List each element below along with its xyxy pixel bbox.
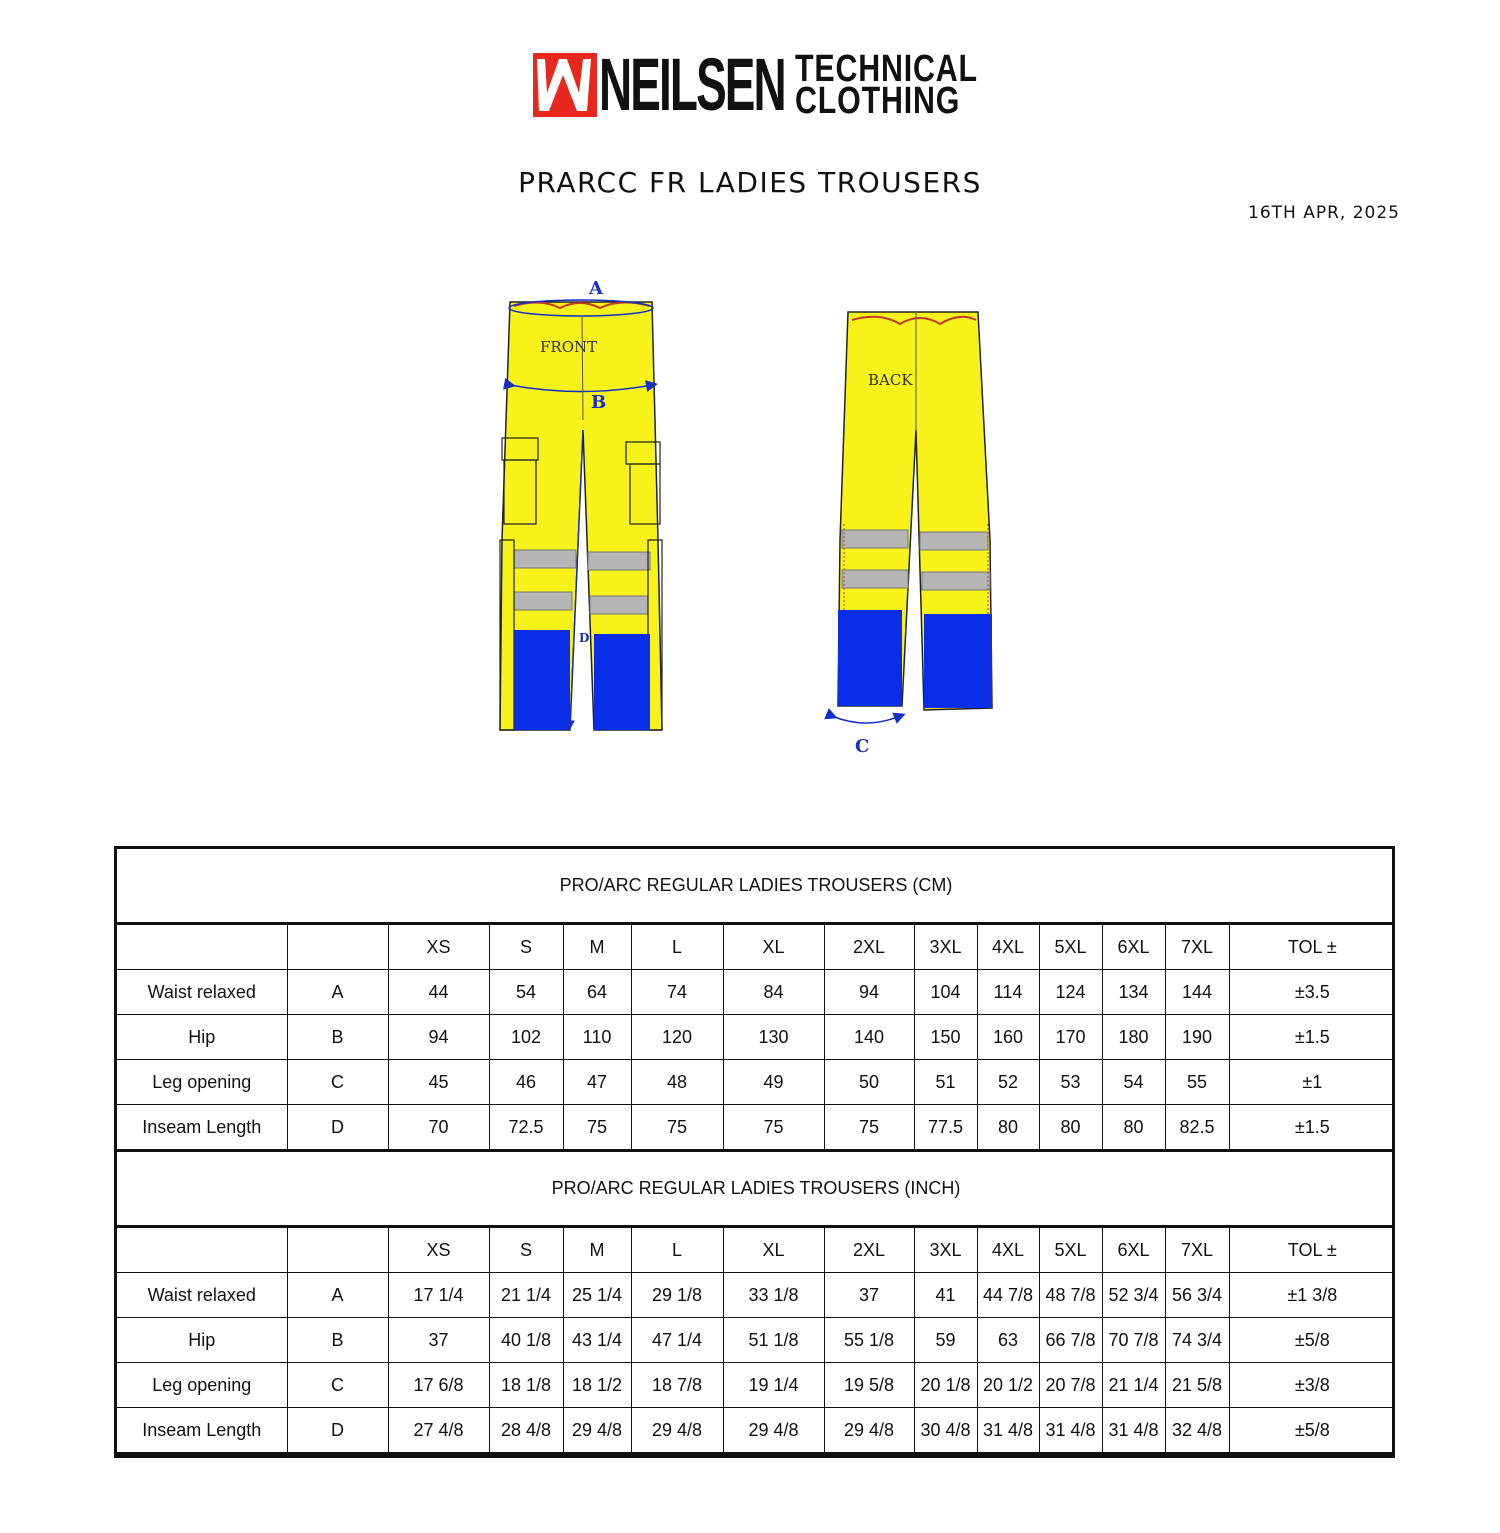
measurement-value: 150 [914, 1015, 977, 1060]
measurement-label: Hip [117, 1318, 287, 1363]
measurement-value: 25 1/4 [563, 1273, 631, 1318]
size-header: 3XL [914, 924, 977, 970]
measurement-value: 144 [1165, 970, 1229, 1015]
measurement-value: 74 3/4 [1165, 1318, 1229, 1363]
measurement-value: 180 [1102, 1015, 1165, 1060]
brand-logo [533, 43, 1015, 126]
measurement-value: 77.5 [914, 1105, 977, 1151]
table-row [117, 1363, 1395, 1408]
measurement-value: 55 1/8 [824, 1318, 914, 1363]
measurement-value: 104 [914, 970, 977, 1015]
measurement-value: 51 1/8 [723, 1318, 824, 1363]
measurement-value: 18 1/2 [563, 1363, 631, 1408]
measurement-code: C [287, 1060, 388, 1105]
table-title-row [117, 1151, 1395, 1227]
measurement-value: 82.5 [1165, 1105, 1229, 1151]
front-label: FRONT [540, 338, 598, 356]
measurement-value: 46 [489, 1060, 563, 1105]
marker-a: A [589, 278, 603, 299]
measurement-value: 41 [914, 1273, 977, 1318]
size-header: 7XL [1165, 1227, 1229, 1273]
header-blank-measure [117, 1227, 287, 1273]
tolerance-value: ±1.5 [1229, 1105, 1395, 1151]
measurement-code: B [287, 1015, 388, 1060]
measurement-value: 21 1/4 [1102, 1363, 1165, 1408]
brand-subtitle [795, 48, 1015, 122]
size-header: 2XL [824, 924, 914, 970]
measurement-value: 120 [631, 1015, 723, 1060]
size-header: L [631, 924, 723, 970]
measurement-code: B [287, 1318, 388, 1363]
measurement-value: 33 1/8 [723, 1273, 824, 1318]
measurement-value: 43 1/4 [563, 1318, 631, 1363]
measurement-value: 37 [824, 1273, 914, 1318]
measurement-value: 48 7/8 [1039, 1273, 1102, 1318]
measurement-label: Inseam Length [117, 1408, 287, 1454]
measurement-value: 29 4/8 [723, 1408, 824, 1454]
measurement-value: 19 1/4 [723, 1363, 824, 1408]
size-header: S [489, 924, 563, 970]
measurement-value: 64 [563, 970, 631, 1015]
measurement-value: 75 [824, 1105, 914, 1151]
size-header: XS [388, 1227, 489, 1273]
table-row [117, 1408, 1395, 1454]
measurement-value: 124 [1039, 970, 1102, 1015]
measurement-code: A [287, 970, 388, 1015]
measurement-label: Waist relaxed [117, 970, 287, 1015]
tolerance-value: ±5/8 [1229, 1318, 1395, 1363]
measurement-value: 70 [388, 1105, 489, 1151]
document-date: 16TH APR, 2025 [1248, 203, 1400, 223]
measurement-value: 20 1/8 [914, 1363, 977, 1408]
measurement-value: 20 7/8 [1039, 1363, 1102, 1408]
measurement-label: Waist relaxed [117, 1273, 287, 1318]
size-header: 6XL [1102, 924, 1165, 970]
measurement-value: 17 6/8 [388, 1363, 489, 1408]
measurement-value: 54 [489, 970, 563, 1015]
measurement-value: 21 5/8 [1165, 1363, 1229, 1408]
measurement-value: 134 [1102, 970, 1165, 1015]
measurement-value: 17 1/4 [388, 1273, 489, 1318]
table-row [117, 1273, 1395, 1318]
size-header: XL [723, 1227, 824, 1273]
brand-sub-line1: TECHNICAL [795, 48, 978, 90]
measurement-value: 31 4/8 [1039, 1408, 1102, 1454]
measurement-label: Leg opening [117, 1363, 287, 1408]
size-header: 6XL [1102, 1227, 1165, 1273]
table-row [117, 1105, 1395, 1151]
measurement-label: Leg opening [117, 1060, 287, 1105]
measurement-value: 32 4/8 [1165, 1408, 1229, 1454]
measurement-value: 160 [977, 1015, 1039, 1060]
measurement-value: 27 4/8 [388, 1408, 489, 1454]
measurement-value: 130 [723, 1015, 824, 1060]
table-title-row [117, 849, 1395, 924]
measurement-value: 20 1/2 [977, 1363, 1039, 1408]
table-row [117, 1015, 1395, 1060]
size-header: 3XL [914, 1227, 977, 1273]
measurement-value: 29 1/8 [631, 1273, 723, 1318]
back-view [832, 312, 992, 757]
measurement-value: 52 [977, 1060, 1039, 1105]
measurement-value: 75 [631, 1105, 723, 1151]
back-label: BACK [868, 371, 913, 389]
measurement-value: 19 5/8 [824, 1363, 914, 1408]
measurement-value: 80 [1102, 1105, 1165, 1151]
measurement-code: D [287, 1105, 388, 1151]
measurement-value: 29 4/8 [824, 1408, 914, 1454]
measurement-value: 29 4/8 [631, 1408, 723, 1454]
measurement-value: 18 7/8 [631, 1363, 723, 1408]
measurement-value: 72.5 [489, 1105, 563, 1151]
measurement-value: 114 [977, 970, 1039, 1015]
table-title: PRO/ARC REGULAR LADIES TROUSERS (INCH) [117, 1151, 1395, 1227]
brand-name: NEILSEN [599, 43, 785, 126]
measurement-value: 52 3/4 [1102, 1273, 1165, 1318]
measurement-value: 49 [723, 1060, 824, 1105]
measurement-value: 80 [977, 1105, 1039, 1151]
measurement-value: 29 4/8 [563, 1408, 631, 1454]
measurement-value: 70 7/8 [1102, 1318, 1165, 1363]
marker-b: B [591, 392, 607, 413]
measurement-label: Hip [117, 1015, 287, 1060]
measurement-value: 110 [563, 1015, 631, 1060]
measurement-value: 75 [563, 1105, 631, 1151]
measurement-value: 31 4/8 [1102, 1408, 1165, 1454]
measurement-value: 59 [914, 1318, 977, 1363]
header-blank-measure [117, 924, 287, 970]
table-title: PRO/ARC REGULAR LADIES TROUSERS (CM) [117, 849, 1395, 924]
tolerance-header: TOL ± [1229, 924, 1395, 970]
measurement-value: 170 [1039, 1015, 1102, 1060]
header-blank-code [287, 924, 388, 970]
size-header: 5XL [1039, 924, 1102, 970]
measurement-value: 50 [824, 1060, 914, 1105]
measurement-value: 45 [388, 1060, 489, 1105]
measurement-value: 55 [1165, 1060, 1229, 1105]
size-header-row [117, 1227, 1395, 1273]
measurement-value: 30 4/8 [914, 1408, 977, 1454]
front-view [500, 278, 662, 730]
marker-c: C [855, 736, 870, 757]
document-title: PRARCC FR LADIES TROUSERS [518, 166, 982, 199]
measurement-value: 80 [1039, 1105, 1102, 1151]
size-header: 2XL [824, 1227, 914, 1273]
measurement-value: 94 [388, 1015, 489, 1060]
measurement-value: 44 7/8 [977, 1273, 1039, 1318]
marker-d: D [579, 631, 590, 645]
measurement-value: 40 1/8 [489, 1318, 563, 1363]
tolerance-value: ±1 [1229, 1060, 1395, 1105]
measurement-value: 31 4/8 [977, 1408, 1039, 1454]
measurement-value: 94 [824, 970, 914, 1015]
size-header: L [631, 1227, 723, 1273]
table-row [117, 1060, 1395, 1105]
neilsen-logo-icon [533, 53, 597, 117]
tolerance-value: ±1 3/8 [1229, 1273, 1395, 1318]
measurement-value: 44 [388, 970, 489, 1015]
tolerance-header: TOL ± [1229, 1227, 1395, 1273]
measurement-value: 28 4/8 [489, 1408, 563, 1454]
tolerance-value: ±1.5 [1229, 1015, 1395, 1060]
size-header: XL [723, 924, 824, 970]
size-header: 5XL [1039, 1227, 1102, 1273]
measurement-value: 21 1/4 [489, 1273, 563, 1318]
measurement-value: 56 3/4 [1165, 1273, 1229, 1318]
measurement-value: 51 [914, 1060, 977, 1105]
size-header: M [563, 1227, 631, 1273]
table-row [117, 970, 1395, 1015]
tolerance-value: ±3/8 [1229, 1363, 1395, 1408]
header-blank-code [287, 1227, 388, 1273]
measurement-value: 190 [1165, 1015, 1229, 1060]
measurement-value: 66 7/8 [1039, 1318, 1102, 1363]
size-header: M [563, 924, 631, 970]
measurement-label: Inseam Length [117, 1105, 287, 1151]
measurement-value: 74 [631, 970, 723, 1015]
size-header: 7XL [1165, 924, 1229, 970]
measurement-value: 48 [631, 1060, 723, 1105]
measurement-value: 47 [563, 1060, 631, 1105]
tolerance-value: ±5/8 [1229, 1408, 1395, 1454]
measurement-value: 63 [977, 1318, 1039, 1363]
size-header: 4XL [977, 1227, 1039, 1273]
measurement-value: 18 1/8 [489, 1363, 563, 1408]
size-header-row [117, 924, 1395, 970]
measurement-value: 102 [489, 1015, 563, 1060]
measurement-code: A [287, 1273, 388, 1318]
measurement-value: 53 [1039, 1060, 1102, 1105]
brand-sub-line2: CLOTHING [795, 80, 961, 122]
measurement-value: 54 [1102, 1060, 1165, 1105]
measurement-code: C [287, 1363, 388, 1408]
tolerance-value: ±3.5 [1229, 970, 1395, 1015]
size-chart [114, 846, 1395, 1458]
size-header: XS [388, 924, 489, 970]
measurement-value: 37 [388, 1318, 489, 1363]
measurement-value: 140 [824, 1015, 914, 1060]
measurement-value: 75 [723, 1105, 824, 1151]
size-header: 4XL [977, 924, 1039, 970]
size-header: S [489, 1227, 563, 1273]
measurement-value: 47 1/4 [631, 1318, 723, 1363]
trousers-drawing [480, 270, 1040, 770]
measurement-value: 84 [723, 970, 824, 1015]
size-table [117, 849, 1395, 1455]
table-row [117, 1318, 1395, 1363]
measurement-code: D [287, 1408, 388, 1454]
